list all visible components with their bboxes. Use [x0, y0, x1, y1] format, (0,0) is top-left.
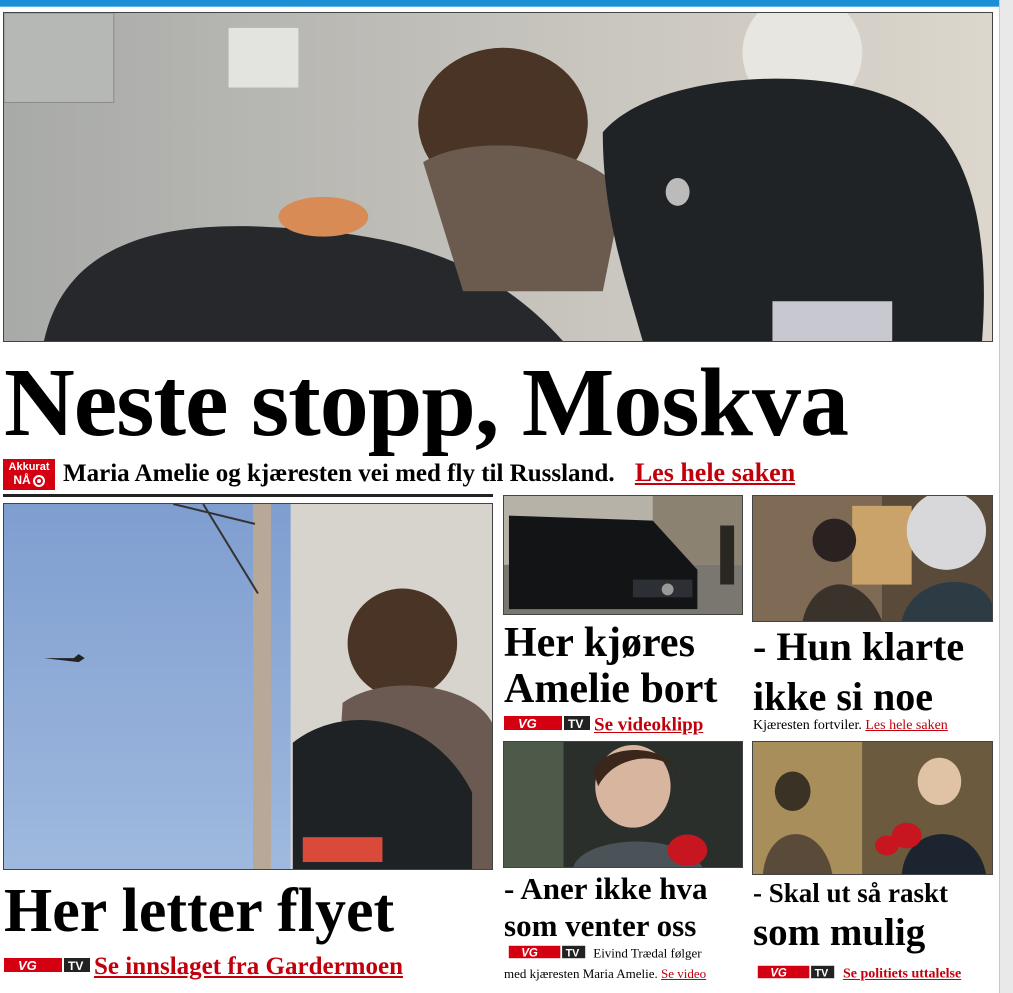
top-story-lead: Maria Amelie og kjæresten vei med fly til Russland. [63, 460, 615, 487]
eivind-caption-line1: Eivind Trædal følger [593, 945, 702, 961]
vg-logo-text: VG [521, 947, 538, 960]
top-story-headline[interactable]: Neste stopp, Moskva [4, 349, 848, 457]
police-headline[interactable] [753, 880, 948, 952]
akkurat-label: Akkurat [8, 461, 50, 473]
takeoff-photo[interactable] [3, 503, 493, 870]
boyfriend-headline[interactable] [753, 624, 965, 719]
police-photo[interactable] [752, 741, 993, 875]
boyfriend-read-more-link[interactable]: Les hele saken [865, 718, 948, 733]
eivind-headline-line1: - Aner ikke hva [504, 871, 708, 906]
boyfriend-caption: Kjæresten fortviler. [753, 718, 862, 733]
police-headline-line2: som mulig [753, 911, 926, 954]
car-photo[interactable] [503, 495, 743, 615]
tv-logo-text: TV [568, 717, 584, 731]
vg-logo-text: VG [770, 967, 787, 980]
na-label: NÅ [13, 473, 31, 487]
eivind-headline[interactable] [504, 873, 708, 941]
top-story-read-more-link[interactable]: Les hele saken [634, 458, 796, 487]
tv-logo-text: TV [814, 967, 829, 980]
tv-logo-text: TV [565, 947, 580, 960]
boyfriend-photo[interactable] [752, 495, 993, 622]
car-headline-line2: Amelie bort [504, 666, 718, 712]
section-divider [3, 494, 493, 497]
vg-logo-text: VG [518, 716, 537, 731]
akkurat-na-badge[interactable] [3, 459, 55, 490]
eivind-caption-line2: med kjæresten Maria Amelie. [504, 966, 658, 981]
takeoff-link-row [4, 953, 403, 981]
eivind-headline-line2: som venter oss [504, 908, 697, 943]
eivind-photo[interactable] [503, 741, 743, 868]
takeoff-headline[interactable]: Her letter flyet [4, 877, 395, 945]
police-statement-link[interactable]: Se politiets uttalelse [843, 966, 962, 982]
vg-logo-text: VG [18, 957, 37, 973]
vgtv-logo [504, 714, 590, 737]
police-link-row [753, 964, 961, 985]
vgtv-logo [753, 964, 839, 985]
boyfriend-headline-line1: - Hun klarte [753, 624, 965, 669]
car-video-link[interactable]: Se videoklipp [594, 714, 704, 736]
boyfriend-caption-row [753, 718, 948, 734]
takeoff-video-link[interactable]: Se innslaget fra Gardermoen [94, 953, 403, 980]
eivind-caption [504, 944, 706, 983]
vgtv-logo [504, 944, 590, 965]
live-dot-icon [33, 475, 45, 487]
eivind-video-link[interactable]: Se video [661, 966, 707, 981]
page-scrollbar[interactable] [999, 0, 1013, 993]
car-link-row [504, 714, 703, 737]
tv-logo-text: TV [68, 958, 84, 973]
car-headline-line1: Her kjøres [504, 620, 695, 666]
top-nav-bar [0, 0, 1000, 7]
car-headline[interactable] [504, 622, 717, 710]
top-story-photo[interactable] [3, 12, 993, 342]
top-story-lead-row [63, 458, 795, 488]
vgtv-logo [4, 956, 90, 979]
police-headline-line1: - Skal ut så raskt [753, 878, 949, 908]
boyfriend-headline-line2: ikke si noe [753, 674, 934, 719]
